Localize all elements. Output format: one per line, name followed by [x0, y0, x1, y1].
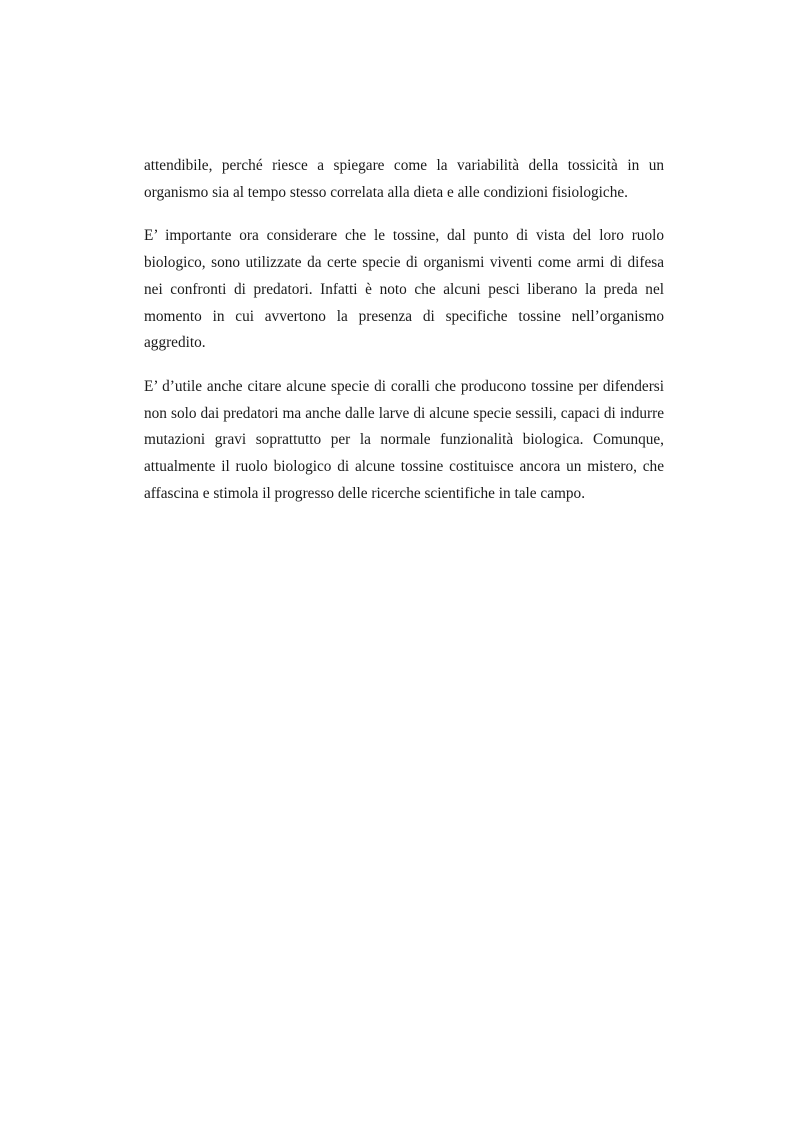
paragraph-continuation: attendibile, perché riesce a spiegare come la variabilità della tossicità in un organismo sia al tempo stesso correlata alla dieta e alle condizioni fisiologiche.: [144, 157, 664, 201]
body-text: [144, 153, 664, 507]
paragraph-corals: E’ d’utile anche citare alcune specie di coralli che producono tossine per difendersi non solo dai predatori ma anche dalle larve di alcune specie sessili, capaci di indurre mutazioni gravi soprattutto per la normale funzionalità biologica. Comunque, attualmente il ruolo biologico di alcune tossine costituisce ancora un mistero, che affascina e stimola il progresso delle ricerche scientifiche in tale campo.: [144, 377, 664, 502]
paragraph-toxins-role: E’ importante ora considerare che le tossine, dal punto di vista del loro ruolo biologico, sono utilizzate da certe specie di organismi viventi come armi di difesa nei confronti di predatori. Infatti è noto che alcuni pesci liberano la preda nel momento in cui avvertono la presenza di specifiche tossine nell’organismo aggredito.: [144, 227, 664, 352]
